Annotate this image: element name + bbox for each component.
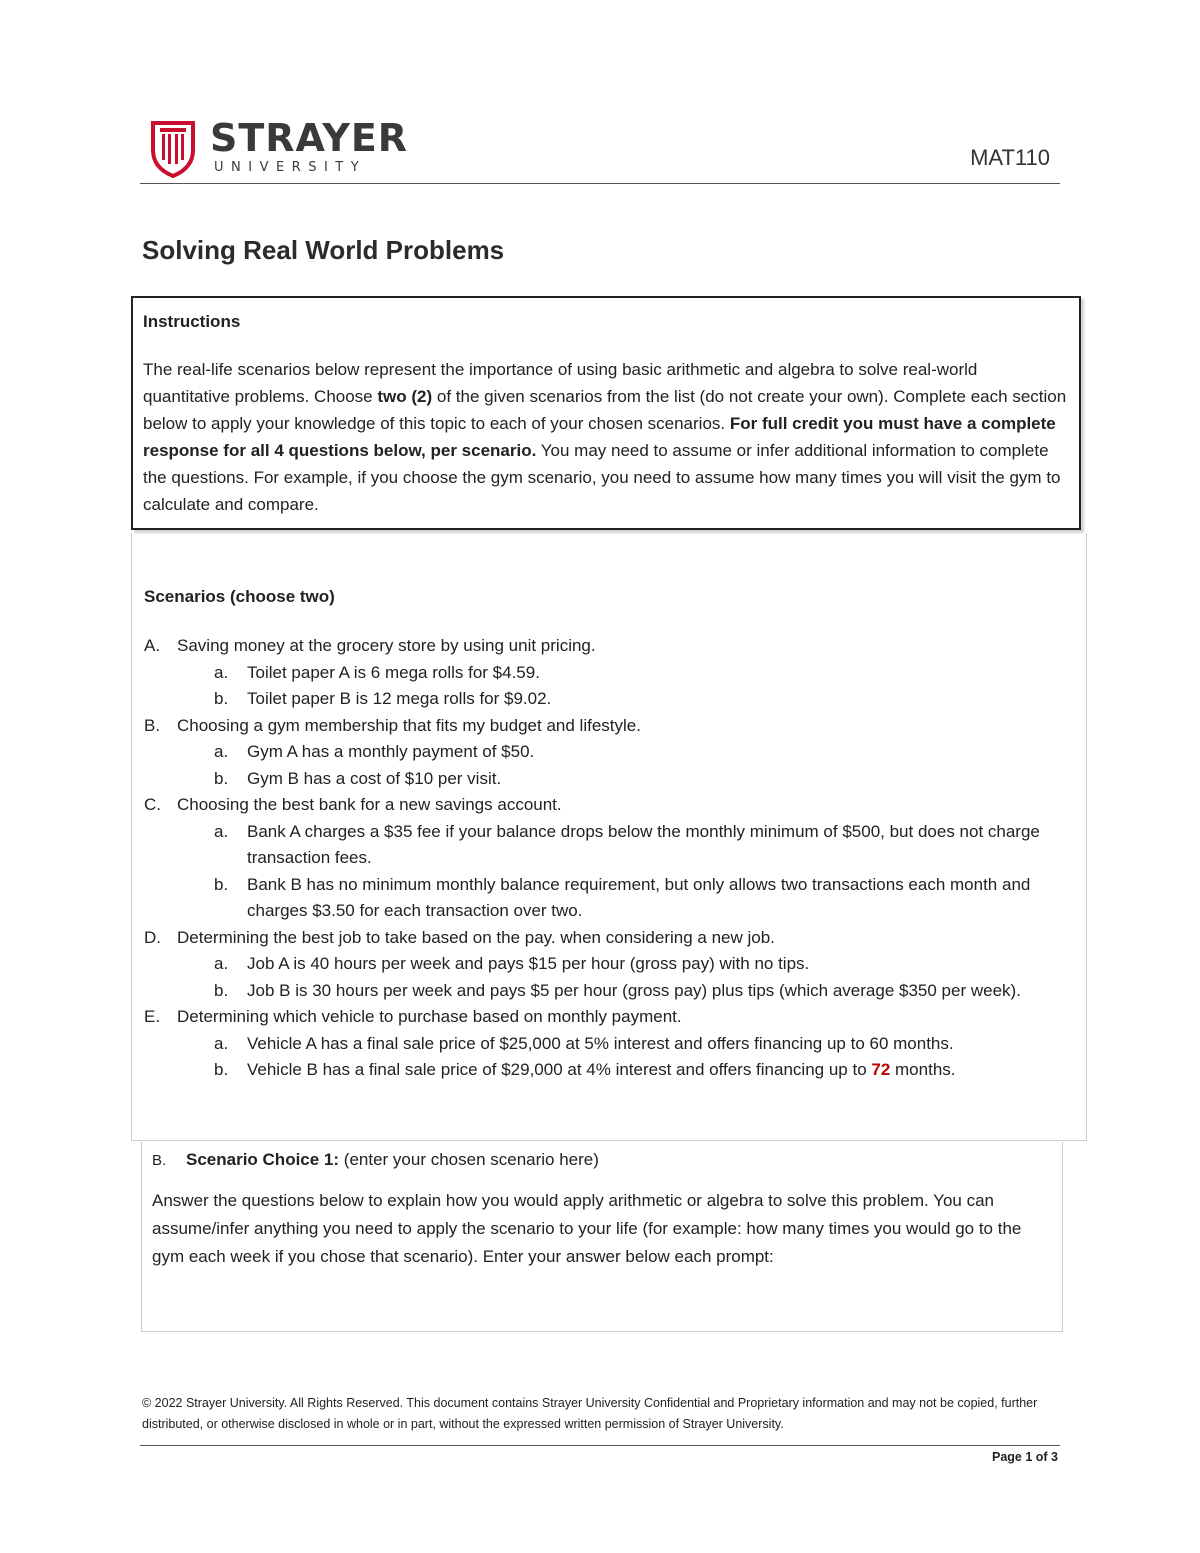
- instructions-text-part: You may need to assume or infer additional information to complete the questions. For example, if you choose the gym scenario, you need to assume how many times you will visit the gym to calculate and compare.: [143, 441, 1061, 514]
- copyright-notice: © 2022 Strayer University. All Rights Reserved. This document contains Strayer University Confidential and Proprietary information and may not be copied, further distributed, or otherwise disclosed in whole or in part, without the expressed written permission of Strayer University.: [142, 1396, 1038, 1431]
- scenario-label: B.: [144, 715, 161, 735]
- subitem-label: a.: [214, 954, 229, 973]
- scenario-item: [144, 925, 1074, 952]
- subitem-label: b.: [214, 980, 229, 1000]
- choice-label: B.: [152, 1152, 167, 1169]
- subitem-label: a.: [214, 742, 229, 761]
- subitem-text: Toilet paper A is 6 mega rolls for $4.59.: [247, 662, 540, 682]
- subitem-label: a.: [214, 821, 229, 841]
- scenario-text: Choosing a gym membership that fits my budget and lifestyle.: [177, 715, 641, 735]
- scenario-list: [144, 633, 1074, 1084]
- page-number: Page 1 of 3: [992, 1450, 1058, 1464]
- scenarios-box: [131, 533, 1087, 1141]
- scenario-subitem: [144, 739, 1074, 766]
- subitem-label: b.: [214, 874, 229, 894]
- scenario-subitem: [144, 819, 1074, 872]
- scenario-choice-box: [141, 1142, 1063, 1332]
- strayer-logo: [150, 118, 410, 180]
- choice-hint[interactable]: (enter your chosen scenario here): [339, 1150, 599, 1169]
- scenario-item: [144, 792, 1074, 819]
- scenario-text: Determining which vehicle to purchase based on monthly payment.: [177, 1007, 682, 1026]
- subitem-label: a.: [214, 662, 229, 682]
- header-divider: [140, 183, 1060, 184]
- scenario-subitem: [144, 872, 1074, 925]
- scenario-choice-heading: [152, 1146, 1052, 1175]
- scenario-subitem: [144, 978, 1074, 1005]
- scenario-item: [144, 1004, 1074, 1031]
- subitem-text: Toilet paper B is 12 mega rolls for $9.02.: [247, 689, 552, 708]
- subitem-label: a.: [214, 1033, 229, 1053]
- instructions-box: [131, 296, 1081, 530]
- subitem-text: Vehicle A has a final sale price of $25,000 at 5% interest and offers financing up to 60 months.: [247, 1033, 954, 1053]
- scenario-text: Determining the best job to take based on the pay. when considering a new job.: [177, 927, 775, 947]
- subitem-text-part: months.: [890, 1060, 956, 1079]
- scenario-subitem: [144, 686, 1074, 713]
- scenario-subitem: [144, 660, 1074, 687]
- scenario-choice-instructions: Answer the questions below to explain how you would apply arithmetic or algebra to solve this problem. You can assume/infer anything you need to apply the scenario to your life (for example: how many times you would go to the gym each week if you chose that scenario). Enter your answer below each prompt:: [152, 1191, 1022, 1266]
- subitem-label: b.: [214, 1060, 229, 1079]
- scenarios-heading: Scenarios (choose two): [144, 587, 335, 606]
- subitem-text: [247, 1057, 956, 1084]
- subitem-text: Bank A charges a $35 fee if your balance drops below the monthly minimum of $500, but does not charge transaction fees.: [247, 821, 1040, 867]
- scenario-text: Saving money at the grocery store by using unit pricing.: [177, 636, 596, 655]
- choice-title: Scenario Choice 1:: [186, 1150, 340, 1169]
- logo-subtitle: UNIVERSITY: [214, 160, 367, 175]
- scenario-subitem: [144, 951, 1074, 978]
- subitem-label: b.: [214, 689, 229, 708]
- scenario-item: [144, 713, 1074, 740]
- highlighted-value: 72: [871, 1060, 891, 1079]
- scenario-subitem: [144, 766, 1074, 793]
- scenario-item: [144, 633, 1074, 660]
- subitem-text-part: Vehicle B has a final sale price of $29,000 at 4% interest and offers financing up to: [247, 1060, 872, 1079]
- subitem-text: Job B is 30 hours per week and pays $5 per hour (gross pay) plus tips (which average $350 per week).: [247, 980, 1021, 1000]
- instructions-text-part: The real-life scenarios below represent the importance of using basic arithmetic and algebra to solve real-world quantitative problems. Choose: [143, 360, 978, 406]
- course-code: MAT110: [970, 145, 1050, 170]
- instructions-text-part: of the given scenarios from the list (do not create your own). Complete each section below to apply your knowledge of this topic to each of your chosen scenarios.: [143, 387, 1067, 433]
- instructions-bold-credit: For full credit you must have a complete response for all 4 questions below, per scenario.: [143, 414, 1056, 460]
- subitem-text: Gym B has a cost of $10 per visit.: [247, 768, 502, 788]
- subitem-text: Job A is 40 hours per week and pays $15 per hour (gross pay) with no tips.: [247, 954, 810, 973]
- scenario-label: D.: [144, 927, 161, 947]
- scenario-label: A.: [144, 636, 161, 655]
- instructions-heading: Instructions: [143, 312, 241, 331]
- scenario-subitem: [144, 1031, 1074, 1058]
- logo-wordmark: STRAYER: [210, 116, 409, 160]
- scenario-label: E.: [144, 1007, 161, 1026]
- subitem-text: Gym A has a monthly payment of $50.: [247, 742, 535, 761]
- footer-divider: [140, 1445, 1060, 1446]
- instructions-text: [143, 356, 1069, 518]
- scenario-subitem: [144, 1057, 1074, 1084]
- scenario-label: C.: [144, 795, 161, 814]
- instructions-bold-two: two (2): [377, 387, 433, 406]
- subitem-label: b.: [214, 768, 229, 788]
- subitem-text: Bank B has no minimum monthly balance requirement, but only allows two transactions each month and charges $3.50 for each transaction over two.: [247, 874, 1031, 920]
- shield-logo-icon: [150, 120, 196, 178]
- scenario-text: Choosing the best bank for a new savings account.: [177, 795, 562, 814]
- page-title: Solving Real World Problems: [142, 235, 505, 265]
